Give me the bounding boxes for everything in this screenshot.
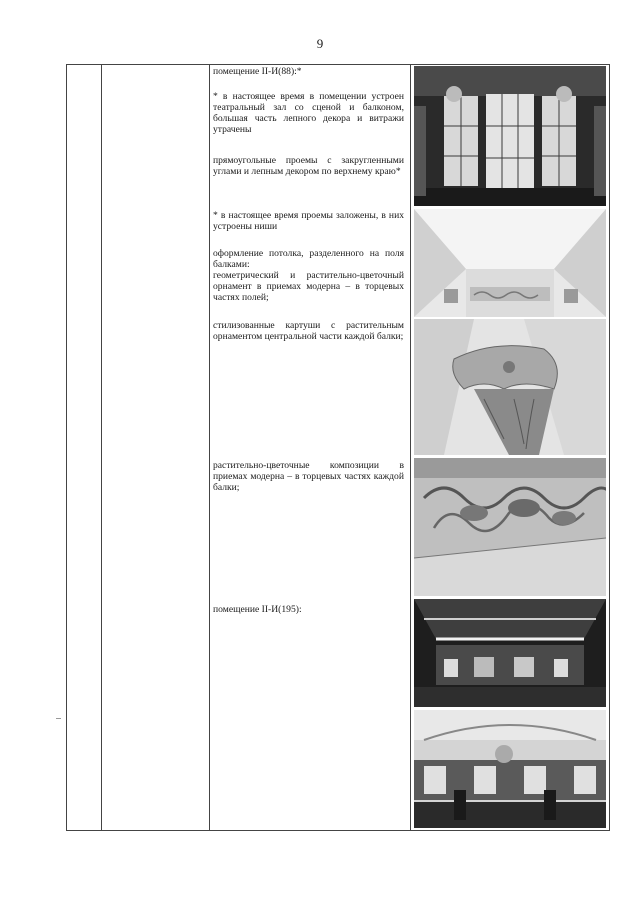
column-divider [410,65,411,830]
column-divider [209,65,210,830]
page-number: 9 [316,36,324,51]
floral-composition-item: растительно-цветочные композиции в приемах модерна – в торцевых частях каждой балки; [213,460,404,493]
photo-hall-ceiling-icon [414,599,606,707]
openings-description: прямоугольные проемы с закругленными углами и лепным декором по верхнему краю* [213,155,404,177]
room-heading-88: помещение II-И(88):* [213,66,302,77]
ceiling-description: оформление потолка, разделенного на поля балками: [213,248,404,270]
ceiling-ornament-item: геометрический и растительно-цветочный орнамент в приемах модерна – в торцевых частях полей; [213,270,404,303]
cartouche-item: стилизованные картуши с растительным орнаментом центральной части каждой балки; [213,320,404,342]
room-heading-195: помещение II-И(195): [213,604,302,615]
photo-floral-composition-icon [414,458,606,596]
photo-hall-interior-icon [414,710,606,828]
photo-theatre-hall-windows-icon [414,66,606,206]
photo-ceiling-beams-icon [414,209,606,317]
photo-cartouche-icon [414,319,606,455]
note-openings: * в настоящее время проемы заложены, в них устроены ниши [213,210,404,232]
column-divider [101,65,102,830]
margin-mark [56,718,61,719]
note-theatre-hall: * в настоящее время в помещении устроен театральный зал со сценой и балконом, большая часть лепного декора и витражи утрачены [213,91,404,135]
